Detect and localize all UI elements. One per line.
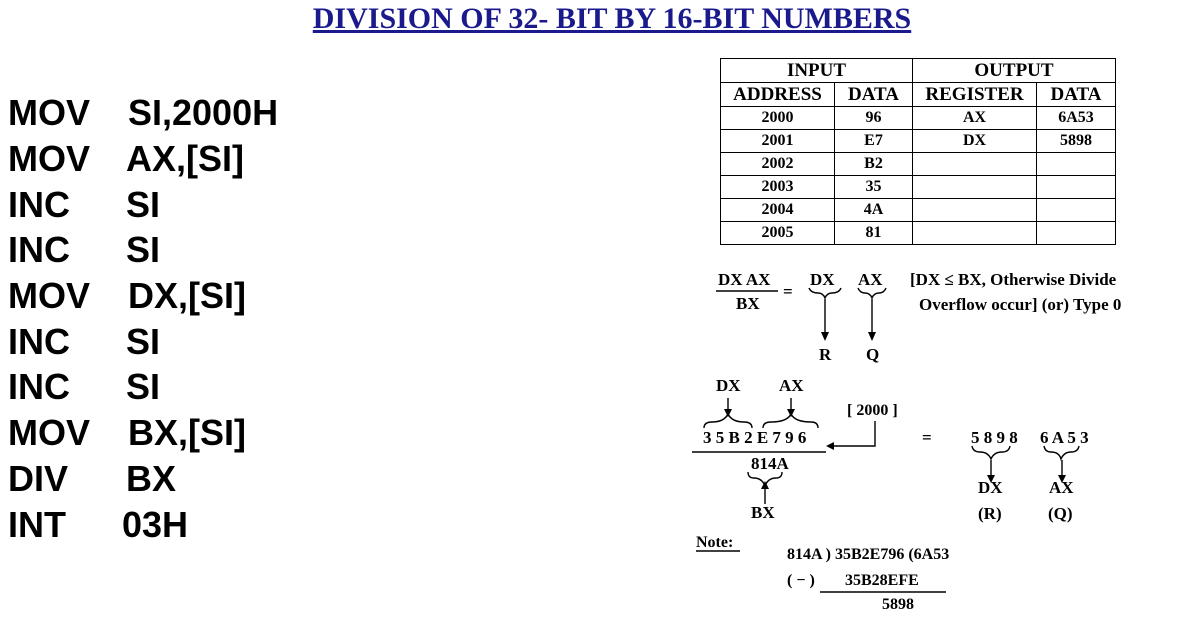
example-quotient-register: AX	[1049, 478, 1074, 497]
example-equals: =	[922, 428, 932, 447]
formula-numerator: DX AX	[718, 270, 771, 289]
operand: SI	[126, 321, 161, 362]
table-cell: 4A	[835, 199, 913, 222]
arrowhead	[724, 409, 732, 417]
table-cell: E7	[835, 130, 913, 153]
operand: BX	[126, 458, 177, 499]
operand: SI	[126, 229, 161, 270]
example-divisor: 814A	[751, 454, 789, 473]
table-cell: B2	[835, 153, 913, 176]
opcode: INC	[8, 321, 70, 362]
opcode: INT	[8, 504, 66, 545]
operand: BX,[SI]	[128, 412, 247, 453]
arrowhead	[821, 332, 829, 341]
note-label: Note:	[696, 534, 734, 551]
example-remainder-register: DX	[978, 478, 1003, 497]
condition-line-1: [DX ≤ BX, Otherwise Divide	[910, 270, 1117, 289]
output-header: OUTPUT	[913, 59, 1116, 83]
operand: SI	[126, 366, 161, 407]
input-header: INPUT	[721, 59, 913, 83]
table-cell: 2001	[721, 130, 835, 153]
formula-q: Q	[866, 345, 880, 364]
opcode: MOV	[8, 412, 91, 453]
arrowhead	[826, 442, 834, 450]
example-divisor-label: BX	[751, 503, 775, 522]
column-header: REGISTER	[913, 83, 1037, 107]
arrowhead	[787, 409, 795, 417]
table-cell: 2002	[721, 153, 835, 176]
opcode: INC	[8, 184, 70, 225]
opcode: MOV	[8, 92, 91, 133]
example-quotient: 6 A 5 3	[1040, 428, 1089, 447]
table-cell: 2003	[721, 176, 835, 199]
operand: DX,[SI]	[128, 275, 247, 316]
table-cell: AX	[913, 107, 1037, 130]
column-header: ADDRESS	[721, 83, 835, 107]
operand: 03H	[122, 504, 189, 545]
formula-dx: DX	[810, 270, 835, 289]
formula-equals: =	[783, 282, 793, 301]
table-cell: 96	[835, 107, 913, 130]
table-cell: DX	[913, 130, 1037, 153]
example-dividend: 3 5 B 2 E 7 9 6	[703, 428, 807, 447]
address-pointer	[834, 421, 875, 446]
table-cell: 81	[835, 222, 913, 245]
formula-r: R	[819, 345, 832, 364]
page-title: DIVISION OF 32- BIT BY 16-BIT NUMBERS	[312, 2, 912, 35]
formula-ax: AX	[858, 270, 883, 289]
table-cell: 2005	[721, 222, 835, 245]
example-dx-label: DX	[716, 376, 741, 395]
example-address: [ 2000 ]	[847, 402, 898, 419]
condition-line-2: Overflow occur] (or) Type 0	[919, 295, 1122, 314]
note-subtrahend: 35B28EFE	[845, 572, 919, 589]
formula-denominator: BX	[736, 294, 760, 313]
example-remainder-tag: (R)	[978, 504, 1002, 523]
arrowhead	[868, 332, 876, 341]
column-header: DATA	[835, 83, 913, 107]
table-cell: 2004	[721, 199, 835, 222]
note-subtract-sign: ( − )	[787, 572, 815, 589]
operand: SI	[126, 184, 161, 225]
table-cell: 6A53	[1037, 107, 1116, 130]
operand: AX,[SI]	[126, 138, 245, 179]
opcode: DIV	[8, 458, 69, 499]
example-remainder: 5 8 9 8	[971, 428, 1018, 447]
column-header: DATA	[1037, 83, 1116, 107]
ax-top-brace	[763, 414, 818, 428]
opcode: MOV	[8, 138, 91, 179]
opcode: MOV	[8, 275, 91, 316]
operand: SI,2000H	[128, 92, 279, 133]
note-division-line: 814A ) 35B2E796 (6A53	[787, 546, 950, 563]
note-remainder: 5898	[882, 596, 914, 613]
opcode: INC	[8, 229, 70, 270]
table-cell: 2000	[721, 107, 835, 130]
table-cell: 5898	[1037, 130, 1116, 153]
opcode: INC	[8, 366, 70, 407]
table-cell: 35	[835, 176, 913, 199]
example-ax-label: AX	[779, 376, 804, 395]
example-quotient-tag: (Q)	[1048, 504, 1073, 523]
